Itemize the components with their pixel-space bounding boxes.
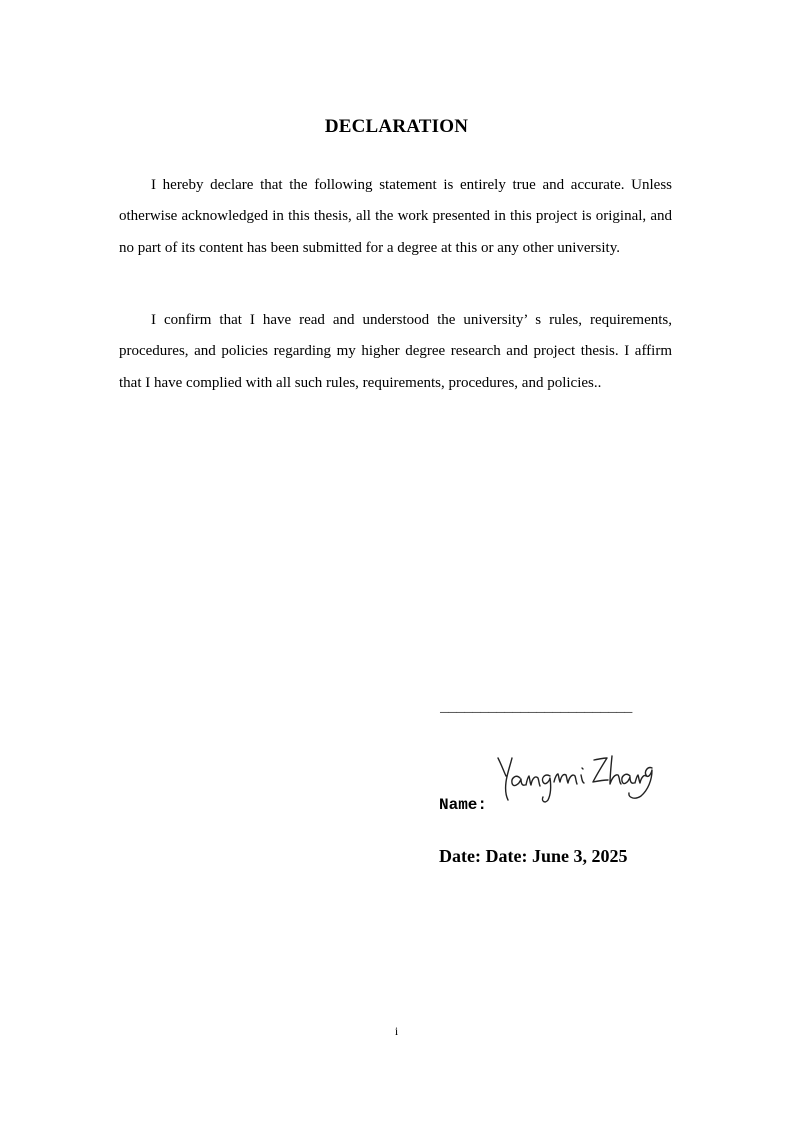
handwritten-signature: [494, 752, 654, 808]
date-line: Date: Date: June 3, 2025: [439, 846, 628, 866]
page-number: i: [394, 1024, 399, 1038]
signature-line: ________________________: [440, 700, 633, 716]
name-label: Name:: [439, 796, 488, 814]
page-title: DECLARATION: [324, 116, 469, 137]
declaration-paragraph-1: I hereby declare that the following statement is entirely true and accurate. Unless otherwise acknowledged in this thesis, all the work presented in this project is original, and no part of its content has been submitted for a degree at this or any other university.: [119, 177, 672, 256]
declaration-paragraph-2: I confirm that I have read and understood the university’ s rules, requirements, procedures, and policies regarding my higher degree research and project thesis. I affirm that I have complied with all such rules, requirements, procedures, and policies..: [119, 312, 672, 391]
